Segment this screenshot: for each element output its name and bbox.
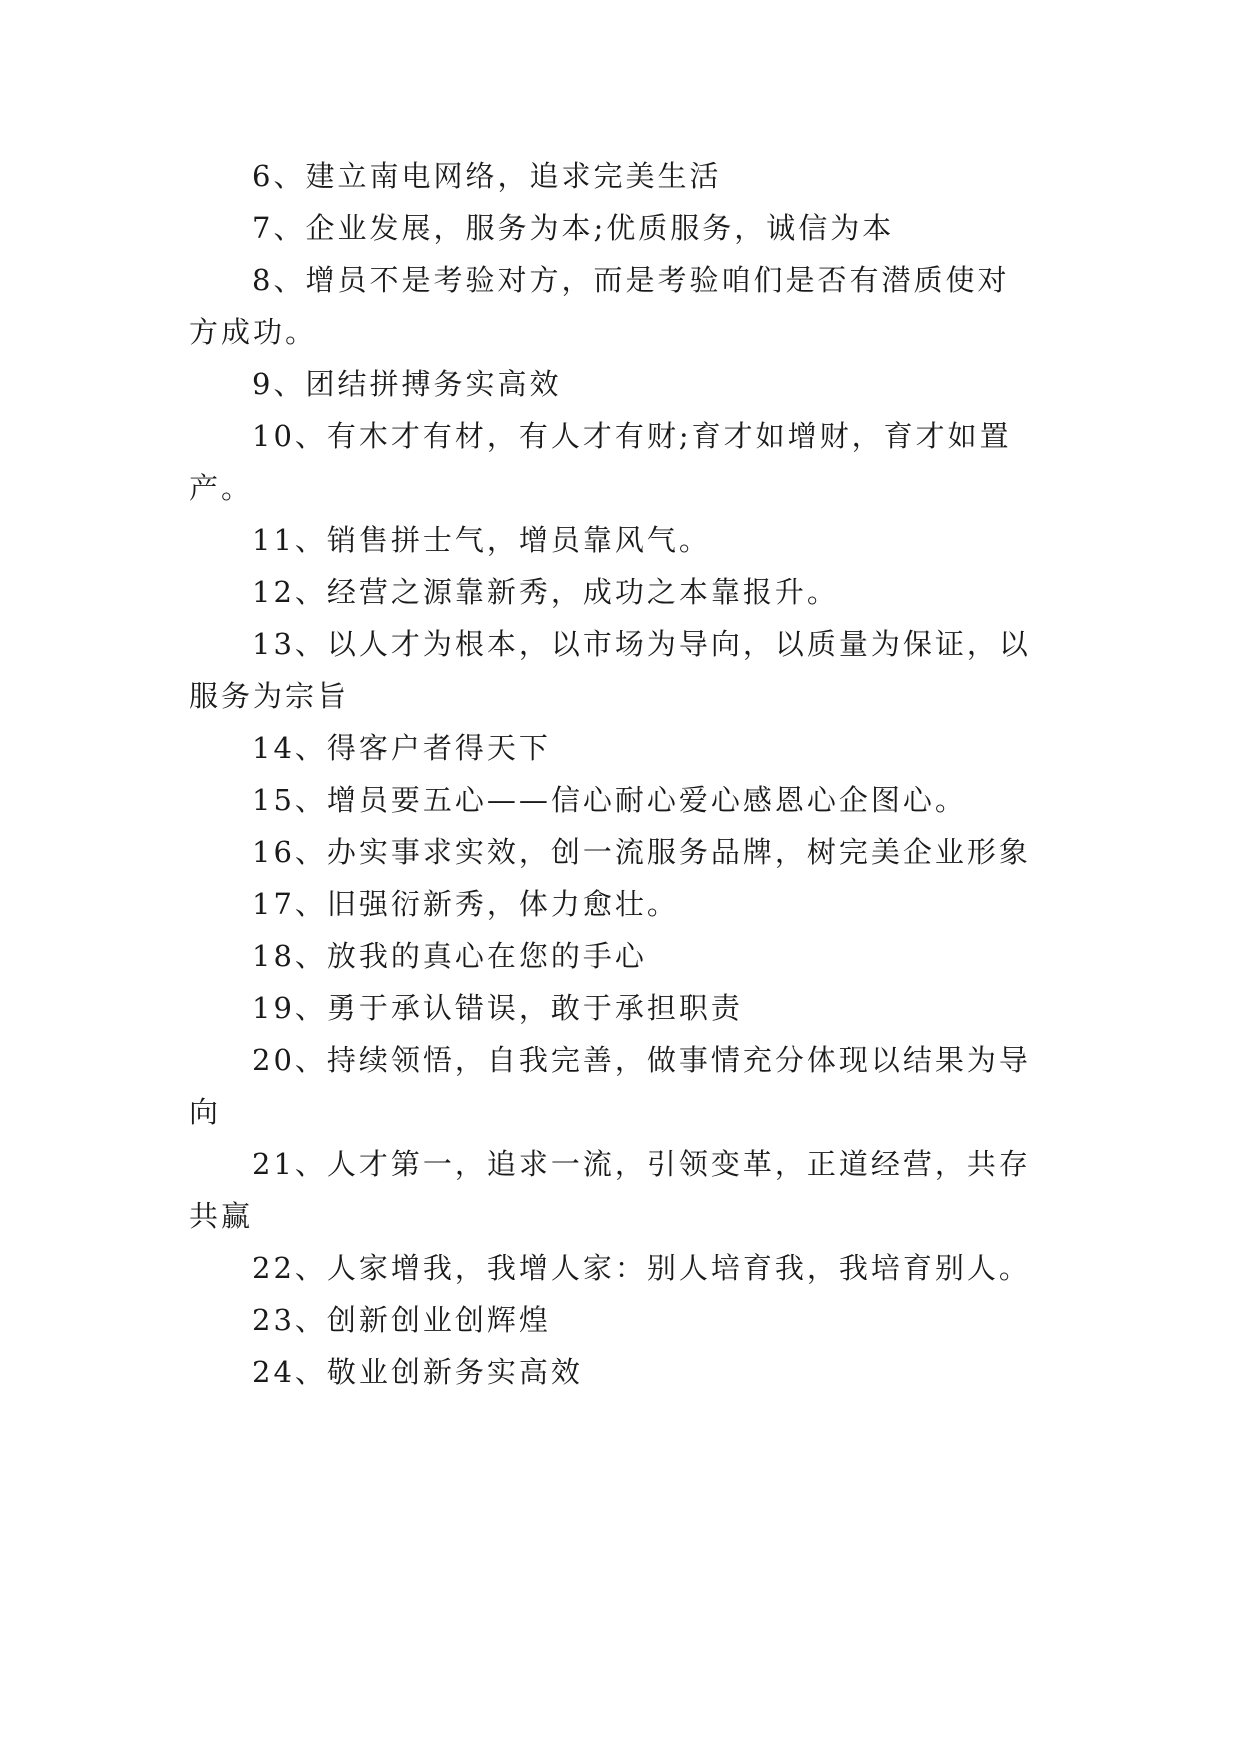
slogan-7: 7、企业发展，服务为本;优质服务，诚信为本 — [252, 211, 895, 245]
slogan-19: 19、勇于承认错误，敢于承担职责 — [252, 991, 743, 1025]
slogan-22: 22、人家增我，我增人家：别人培育我，我培育别人。 — [252, 1251, 1031, 1285]
slogan-16: 16、办实事求实效，创一流服务品牌，树完美企业形象 — [252, 835, 1031, 869]
slogan-21-continued: 共赢 — [189, 1199, 254, 1233]
slogan-10: 10、有木才有材，有人才有财;育才如增财，育才如置 — [252, 419, 1012, 453]
slogan-20-continued: 向 — [189, 1095, 222, 1129]
slogan-13: 13、以人才为根本，以市场为导向，以质量为保证，以 — [252, 627, 1031, 661]
slogan-13-continued: 服务为宗旨 — [189, 679, 350, 713]
slogan-18: 18、放我的真心在您的手心 — [252, 939, 647, 973]
slogan-24: 24、敬业创新务实高效 — [252, 1355, 583, 1389]
slogan-8-continued: 方成功。 — [189, 315, 318, 349]
slogan-14: 14、得客户者得天下 — [252, 731, 551, 765]
slogan-12: 12、经营之源靠新秀，成功之本靠报升。 — [252, 575, 839, 609]
slogan-20: 20、持续领悟，自我完善，做事情充分体现以结果为导 — [252, 1043, 1031, 1077]
slogan-9: 9、团结拼搏务实高效 — [252, 367, 562, 401]
slogan-21: 21、人才第一，追求一流，引领变革，正道经营，共存 — [252, 1147, 1031, 1181]
slogan-23: 23、创新创业创辉煌 — [252, 1303, 551, 1337]
slogan-8: 8、增员不是考验对方，而是考验咱们是否有潜质使对 — [252, 263, 1010, 297]
slogan-17: 17、旧强衍新秀，体力愈壮。 — [252, 887, 679, 921]
slogan-11: 11、销售拼士气，增员靠风气。 — [252, 523, 711, 557]
slogan-10-continued: 产。 — [189, 471, 254, 505]
slogan-6: 6、建立南电网络，追求完美生活 — [252, 159, 722, 193]
slogan-15: 15、增员要五心——信心耐心爱心感恩心企图心。 — [252, 783, 967, 817]
